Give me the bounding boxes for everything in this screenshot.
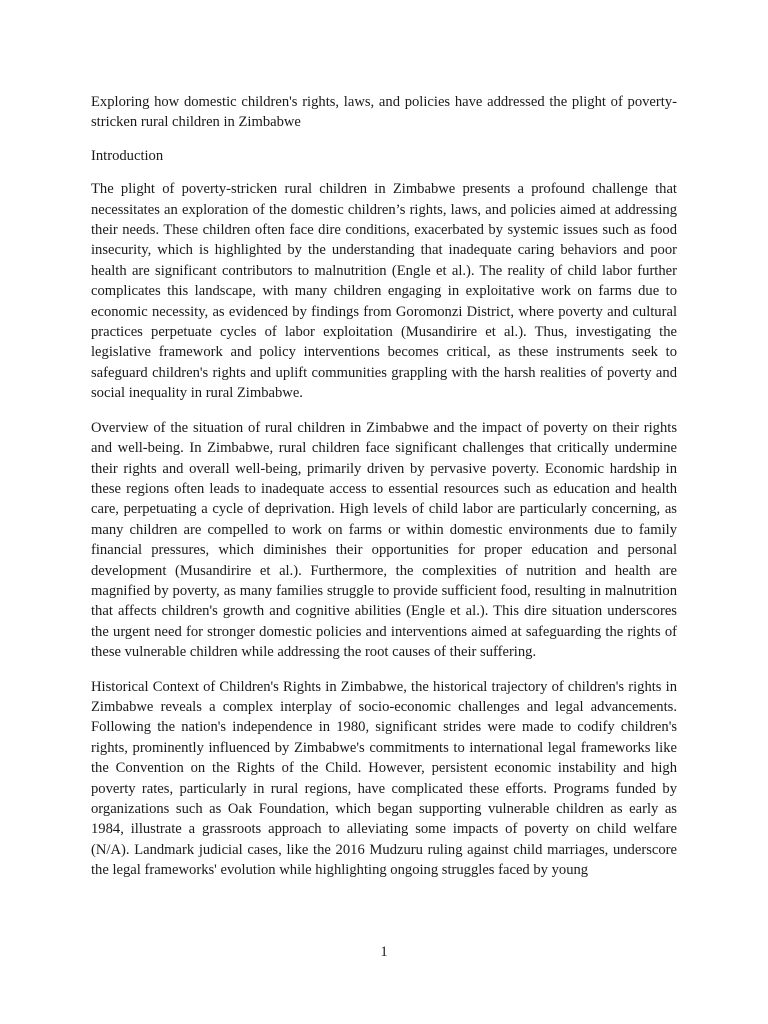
section-heading-introduction: Introduction — [91, 147, 164, 164]
page-number: 1 — [380, 944, 388, 960]
body-paragraph: Overview of the situation of rural children in Zimbabwe and the impact of poverty on their rights and well-being. In Zimbabwe, rural children face significant challenges that critically undermine their rights and overall well-being, primarily driven by pervasive poverty. Economic hardship in these regions often leads to inadequate access to essential resources such as education and health care, perpetuating a cycle of deprivation. High levels of child labor are particularly concerning, as many children are compelled to work on farms or within domestic environments due to family financial pressures, which diminishes their opportunities for proper education and personal development (Musandirire et al.). Furthermore, the complexities of nutrition and health are magnified by poverty, as many families struggle to provide sufficient food, resulting in malnutrition that affects children's growth and cognitive abilities (Engle et al.). This dire situation underscores the urgent need for stronger domestic policies and interventions aimed at safeguarding the rights of these vulnerable children while addressing the root causes of their suffering. — [91, 419, 677, 661]
document-body — [91, 92, 677, 895]
body-paragraph: The plight of poverty-stricken rural children in Zimbabwe presents a profound challenge that necessitates an exploration of the domestic children’s rights, laws, and policies aimed at addressing their needs. These children often face dire conditions, exacerbated by systemic issues such as food insecurity, which is highlighted by the understanding that inadequate caring behaviors and poor health are significant contributors to malnutrition (Engle et al.). The reality of child labor further complicates this landscape, with many children engaging in exploitative work on farms due to economic necessity, as evidenced by findings from Goromonzi District, where poverty and cultural practices perpetuate cycles of labor exploitation (Musandirire et al.). Thus, investigating the legislative framework and policy interventions becomes critical, as these instruments seek to safeguard children's rights and uplift communities grappling with the harsh realities of poverty and social inequality in rural Zimbabwe. — [91, 181, 677, 402]
document-title: Exploring how domestic children's rights, laws, and policies have addressed the plight of poverty-stricken rural children in Zimbabwe — [91, 94, 677, 131]
body-paragraph: Historical Context of Children's Rights in Zimbabwe, the historical trajectory of children's rights in Zimbabwe reveals a complex interplay of socio-economic challenges and legal advancements. Following the nation's independence in 1980, significant strides were made to codify children's rights, prominently influenced by Zimbabwe's commitments to international legal frameworks like the Convention on the Rights of the Child. However, persistent economic instability and high poverty rates, particularly in rural regions, have complicated these efforts. Programs funded by organizations such as Oak Foundation, which began supporting vulnerable children as early as 1984, illustrate a grassroots approach to alleviating some impacts of poverty on child welfare (N/A). Landmark judicial cases, like the 2016 Mudzuru ruling against child marriages, underscore the legal frameworks' evolution while highlighting ongoing struggles faced by young — [91, 678, 677, 879]
